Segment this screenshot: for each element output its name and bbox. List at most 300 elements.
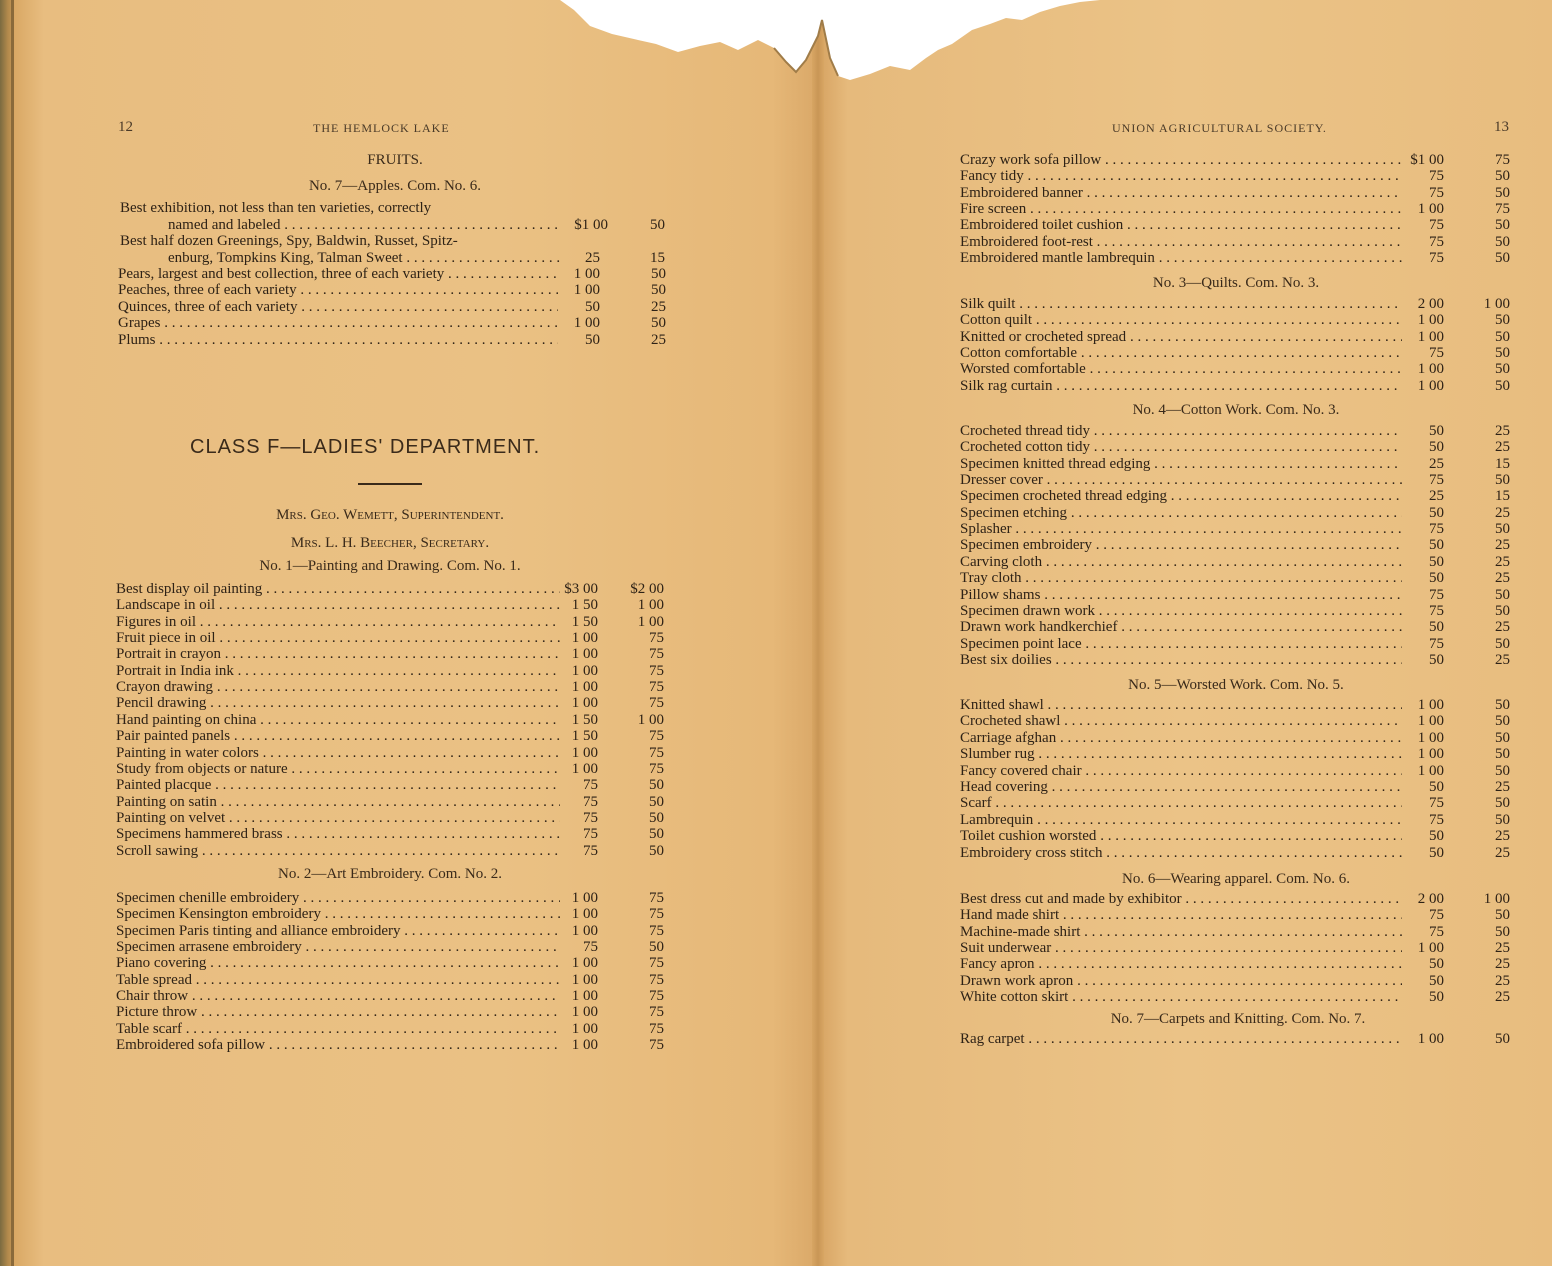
item-label: Fruit piece in oil . . . [116,630,560,647]
first-premium: 75 [1429,907,1444,924]
second-premium: 15 [1495,455,1510,472]
item-label: Specimen Paris tinting and alliance embroidery . . . [116,923,560,940]
price-row [960,746,1510,763]
first-premium: 25 [1429,488,1444,505]
second-premium: 75 [649,728,664,745]
second-premium: 75 [649,646,664,663]
item-label: Figures in oil . . . [116,614,560,631]
first-premium: 75 [1429,217,1444,234]
price-row [960,554,1510,571]
price-row [960,472,1510,489]
first-premium: 50 [1429,537,1444,554]
second-premium: 50 [1495,697,1510,713]
price-row [960,603,1510,620]
second-premium: 75 [649,890,664,906]
second-premium: 25 [651,331,666,348]
second-premium: 50 [1495,217,1510,234]
price-row [960,619,1510,636]
second-premium: 1 00 [1483,891,1510,907]
first-premium: 1 00 [573,266,600,282]
first-premium: 1 00 [571,760,598,777]
price-row [960,312,1510,329]
second-premium: 1 00 [637,711,664,728]
second-premium: 50 [1495,923,1510,940]
item-label: Best dress cut and made by exhibitor . . . [960,891,1402,908]
item-label: Painted placque . . . [116,777,560,794]
second-premium: 50 [1495,586,1510,603]
second-premium: 75 [1495,200,1510,217]
second-premium: 50 [651,282,666,299]
second-premium: 25 [1495,779,1510,795]
first-premium: 1 00 [1417,361,1444,378]
item-label: Fancy tidy . . . [960,168,1402,185]
best-exhibition-row [168,217,668,234]
item-label: Crayon drawing . . . [116,679,560,696]
first-premium: 50 [1429,989,1444,1006]
first-premium: 75 [1429,586,1444,603]
item-label: Crocheted cotton tidy . . . [960,439,1402,456]
price-row [116,712,664,729]
quilts-subhead: No. 3—Quilts. Com. No. 3. [1152,275,1320,291]
item-label: Embroidery cross stitch . . . [960,845,1402,862]
price-row [960,439,1510,456]
price-row [116,777,664,794]
second-premium: 25 [1495,570,1510,587]
price-row [960,697,1510,714]
item-label: Specimen arrasene embroidery . . . [116,939,560,956]
second-premium: 1 00 [637,597,664,614]
price-row [116,695,664,712]
second-premium: 75 [1495,152,1510,168]
first-premium: 1 00 [571,988,598,1005]
price-row [960,185,1510,202]
first-premium: $1 00 [574,217,608,233]
price-row [960,378,1510,395]
item-label: Grapes . . . [118,315,558,332]
second-premium: 50 [649,777,664,794]
second-premium: 75 [649,630,664,647]
first-premium: 75 [583,809,598,826]
item-label: Drawn work handkerchief . . . [960,619,1402,636]
item-label: Specimen point lace . . . [960,636,1402,653]
second-premium: 50 [649,842,664,859]
second-premium: 50 [650,217,665,233]
price-row [116,794,664,811]
item-label: Specimen drawn work . . . [960,603,1402,620]
first-premium: 1 00 [571,1004,598,1021]
price-row [960,537,1510,554]
item-label: Peaches, three of each variety . . . [118,282,558,299]
first-premium: 1 00 [571,906,598,923]
right-running-head: UNION AGRICULTURAL SOCIETY. [1112,121,1327,135]
second-premium: 25 [1495,423,1510,439]
price-row [960,361,1510,378]
price-row [116,728,664,745]
first-premium: 75 [583,777,598,794]
page-gutter [812,0,824,1266]
price-row [118,299,666,316]
price-row [118,266,666,283]
item-label: Painting in water colors . . . [116,745,560,762]
price-row [116,1021,664,1038]
price-row [960,763,1510,780]
second-premium: 50 [1495,602,1510,619]
first-premium: 1 00 [571,630,598,647]
first-premium: 1 00 [571,922,598,939]
item-label: Pencil drawing . . . [116,695,560,712]
first-premium: 75 [1429,923,1444,940]
item-label: Table scarf . . . [116,1021,560,1038]
price-row [960,488,1510,505]
second-premium: 25 [1495,553,1510,570]
item-label: Embroidered toilet cushion . . . [960,217,1402,234]
second-premium: 25 [651,298,666,315]
first-premium: 1 00 [573,282,600,299]
item-label: Best six doilies . . . [960,652,1402,669]
heading-rule [358,483,422,485]
second-premium: 1 00 [637,613,664,630]
first-premium: 75 [583,793,598,810]
price-row [960,652,1510,669]
first-premium: 1 00 [1417,940,1444,957]
first-premium: 1 50 [571,728,598,745]
price-row [960,730,1510,747]
first-premium: 1 00 [1417,762,1444,779]
second-premium: 25 [1495,504,1510,521]
best-half-row [168,250,668,267]
item-label: Silk rag curtain . . . [960,378,1402,395]
item-label: Fancy covered chair . . . [960,763,1402,780]
item-label: Pears, largest and best collection, three of each variety . . . [118,266,558,283]
price-row [960,345,1510,362]
first-premium: 1 50 [571,597,598,614]
item-label: Specimen chenille embroidery . . . [116,890,560,907]
item-label: Head covering . . . [960,779,1402,796]
second-premium: 50 [1495,1031,1510,1047]
first-premium: 1 00 [1417,697,1444,713]
first-premium: 1 00 [571,679,598,696]
price-row [960,152,1510,169]
first-premium: 75 [1429,184,1444,201]
price-row [116,761,664,778]
second-premium: 50 [1495,312,1510,329]
second-premium: 50 [649,826,664,843]
item-label: Pillow shams . . . [960,587,1402,604]
best-half-line1: Best half dozen Greenings, Spy, Baldwin, Russet, Spitz- [120,233,458,249]
item-label: Cotton comfortable . . . [960,345,1402,362]
item-label: Crazy work sofa pillow . . . [960,152,1402,169]
second-premium: 50 [1495,729,1510,746]
item-label: Hand made shirt . . . [960,907,1402,924]
second-premium: 25 [1495,619,1510,636]
item-label: Specimen etching . . . [960,505,1402,522]
item-label: Suit underwear . . . [960,940,1402,957]
second-premium: 25 [1495,972,1510,989]
price-row [116,745,664,762]
item-label: Crocheted thread tidy . . . [960,423,1402,440]
item-label: Crocheted shawl . . . [960,713,1402,730]
right-page-number: 13 [1494,119,1509,135]
second-premium: 50 [1495,328,1510,345]
first-premium: 50 [1429,553,1444,570]
item-label: Table spread . . . [116,972,560,989]
worsted-work-subhead: No. 5—Worsted Work. Com. No. 5. [1128,677,1344,693]
first-premium: $3 00 [564,581,598,597]
first-premium: 1 00 [571,744,598,761]
price-row [960,423,1510,440]
price-row [960,201,1510,218]
second-premium: 25 [1495,844,1510,861]
cotton-work-subhead: No. 4—Cotton Work. Com. No. 3. [1132,402,1340,418]
secretary-line: Mrs. L. H. Beecher, Secretary. [290,535,490,551]
item-label: Lambrequin . . . [960,812,1402,829]
first-premium: 50 [1429,651,1444,668]
second-premium: 25 [1495,439,1510,456]
second-premium: 50 [1495,811,1510,828]
item-label: Cotton quilt . . . [960,312,1402,329]
price-row [960,168,1510,185]
second-premium: 50 [649,939,664,956]
first-premium: 1 00 [571,662,598,679]
second-premium: 75 [649,1020,664,1037]
price-row [116,890,664,907]
item-label: enburg, Tompkins King, Talman Sweet . . . [168,250,560,267]
second-premium: 50 [1495,521,1510,538]
second-premium: 25 [1495,828,1510,845]
first-premium: 75 [1429,811,1444,828]
first-premium: 1 00 [1417,328,1444,345]
item-label: Carriage afghan . . . [960,730,1402,747]
second-premium: 50 [1495,344,1510,361]
price-row [960,713,1510,730]
price-row [960,587,1510,604]
second-premium: 75 [649,906,664,923]
price-row [118,332,666,349]
first-premium: 1 00 [1417,200,1444,217]
item-label: Slumber rug . . . [960,746,1402,763]
first-premium: $1 00 [1410,152,1444,168]
price-row [116,810,664,827]
first-premium: 50 [585,298,600,315]
price-row [960,570,1510,587]
price-row [116,939,664,956]
second-premium: 75 [649,971,664,988]
first-premium: 75 [1429,249,1444,266]
second-premium: 50 [1495,762,1510,779]
item-label: Portrait in crayon . . . [116,646,560,663]
first-premium: 1 00 [1417,1031,1444,1047]
first-premium: 1 00 [571,955,598,972]
first-premium: 25 [585,250,600,266]
price-row [116,1004,664,1021]
price-row [116,988,664,1005]
price-row [960,456,1510,473]
item-label: Carving cloth . . . [960,554,1402,571]
first-premium: 75 [1429,344,1444,361]
item-label: Tray cloth . . . [960,570,1402,587]
first-premium: 50 [1429,439,1444,456]
price-row [960,505,1510,522]
first-premium: 1 00 [571,971,598,988]
first-premium: 1 00 [1417,729,1444,746]
first-premium: 1 00 [1417,746,1444,763]
second-premium: 50 [1495,233,1510,250]
first-premium: 75 [583,826,598,843]
second-premium: 15 [1495,488,1510,505]
price-row [116,972,664,989]
price-row [960,907,1510,924]
item-label: Embroidered mantle lambrequin . . . [960,250,1402,267]
first-premium: 75 [1429,795,1444,812]
second-premium: 50 [1495,377,1510,394]
item-label: Chair throw . . . [116,988,560,1005]
first-premium: 50 [1429,619,1444,636]
item-label: Specimen knitted thread edging . . . [960,456,1402,473]
first-premium: 1 00 [571,1020,598,1037]
second-premium: 75 [649,760,664,777]
price-row [116,955,664,972]
first-premium: 50 [1429,844,1444,861]
item-label: Portrait in India ink . . . [116,663,560,680]
price-row [960,973,1510,990]
price-row [960,329,1510,346]
first-premium: 1 00 [571,695,598,712]
item-label: Embroidered banner . . . [960,185,1402,202]
item-label: Knitted or crocheted spread . . . [960,329,1402,346]
second-premium: 1 00 [1483,296,1510,312]
item-label: Knitted shawl . . . [960,697,1402,714]
item-label: Study from objects or nature . . . [116,761,560,778]
first-premium: 1 00 [1417,713,1444,730]
price-row [960,636,1510,653]
price-row [116,906,664,923]
second-premium: 50 [649,809,664,826]
item-label: Worsted comfortable . . . [960,361,1402,378]
price-row [116,826,664,843]
superintendent-line: Mrs. Geo. Wemett, Superintendent. [276,507,504,523]
price-row [960,845,1510,862]
price-row [960,250,1510,267]
second-premium: 25 [1495,956,1510,973]
second-premium: 25 [1495,940,1510,957]
price-row [960,940,1510,957]
first-premium: 50 [585,331,600,348]
second-premium: 75 [649,955,664,972]
second-premium: 50 [1495,746,1510,763]
item-label: Specimen crocheted thread edging . . . [960,488,1402,505]
second-premium: 75 [649,922,664,939]
second-premium: 25 [1495,989,1510,1006]
item-label: White cotton skirt . . . [960,989,1402,1006]
first-premium: 1 00 [1417,377,1444,394]
item-label: Hand painting on china . . . [116,712,560,729]
item-label: Pair painted panels . . . [116,728,560,745]
item-label: Landscape in oil . . . [116,597,560,614]
first-premium: 1 50 [571,613,598,630]
carpets-knitting-subhead: No. 7—Carpets and Knitting. Com. No. 7. [1110,1011,1366,1027]
second-premium: 75 [649,1004,664,1021]
second-premium: 25 [1495,537,1510,554]
item-label: Machine-made shirt . . . [960,924,1402,941]
item-label: Plums . . . [118,332,558,349]
price-row [960,217,1510,234]
second-premium: 75 [649,695,664,712]
price-row [116,614,664,631]
price-row [116,923,664,940]
price-row [118,282,666,299]
first-premium: 75 [583,842,598,859]
item-label: named and labeled . . . [168,217,560,234]
first-premium: 75 [1429,233,1444,250]
price-row [116,630,664,647]
item-label: Embroidered foot-rest . . . [960,234,1402,251]
second-premium: 75 [649,679,664,696]
apples-subhead: No. 7—Apples. Com. No. 6. [308,178,482,194]
first-premium: 75 [1429,602,1444,619]
first-premium: 2 00 [1417,891,1444,907]
item-label: Quinces, three of each variety . . . [118,299,558,316]
first-premium: 50 [1429,779,1444,795]
item-label: Picture throw . . . [116,1004,560,1021]
second-premium: 50 [651,315,666,332]
second-premium: 50 [1495,907,1510,924]
second-premium: 50 [1495,249,1510,266]
price-row [960,1031,1510,1048]
second-premium: $2 00 [630,581,664,597]
first-premium: 50 [1429,828,1444,845]
item-label: Painting on velvet . . . [116,810,560,827]
item-label: Drawn work apron . . . [960,973,1402,990]
first-premium: 1 00 [573,315,600,332]
price-row [960,956,1510,973]
second-premium: 50 [1495,713,1510,730]
price-row [116,679,664,696]
class-f-heading: CLASS F—LADIES' DEPARTMENT. [190,436,541,458]
second-premium: 75 [649,744,664,761]
price-row [960,828,1510,845]
second-premium: 50 [651,266,666,282]
price-row [118,315,666,332]
price-row [116,581,664,598]
first-premium: 1 00 [571,890,598,906]
second-premium: 50 [1495,361,1510,378]
painting-subhead: No. 1—Painting and Drawing. Com. No. 1. [259,558,521,574]
price-row [960,812,1510,829]
first-premium: 50 [1429,504,1444,521]
first-premium: 1 00 [571,646,598,663]
left-page-number: 12 [118,119,133,135]
item-label: Specimens hammered brass . . . [116,826,560,843]
price-row [960,924,1510,941]
item-label: Silk quilt . . . [960,296,1402,313]
item-label: Embroidered sofa pillow . . . [116,1037,560,1054]
art-embroidery-subhead: No. 2—Art Embroidery. Com. No. 2. [277,866,502,882]
first-premium: 75 [583,939,598,956]
wearing-apparel-subhead: No. 6—Wearing apparel. Com. No. 6. [1122,871,1350,887]
item-label: Piano covering . . . [116,955,560,972]
item-label: Specimen embroidery . . . [960,537,1402,554]
price-row [116,663,664,680]
second-premium: 50 [1495,168,1510,185]
first-premium: 50 [1429,423,1444,439]
item-label: Splasher . . . [960,521,1402,538]
second-premium: 50 [1495,795,1510,812]
price-row [116,843,664,860]
price-row [960,521,1510,538]
best-exhibition-line1: Best exhibition, not less than ten varieties, correctly [120,200,432,216]
first-premium: 1 50 [571,711,598,728]
second-premium: 15 [650,250,665,266]
